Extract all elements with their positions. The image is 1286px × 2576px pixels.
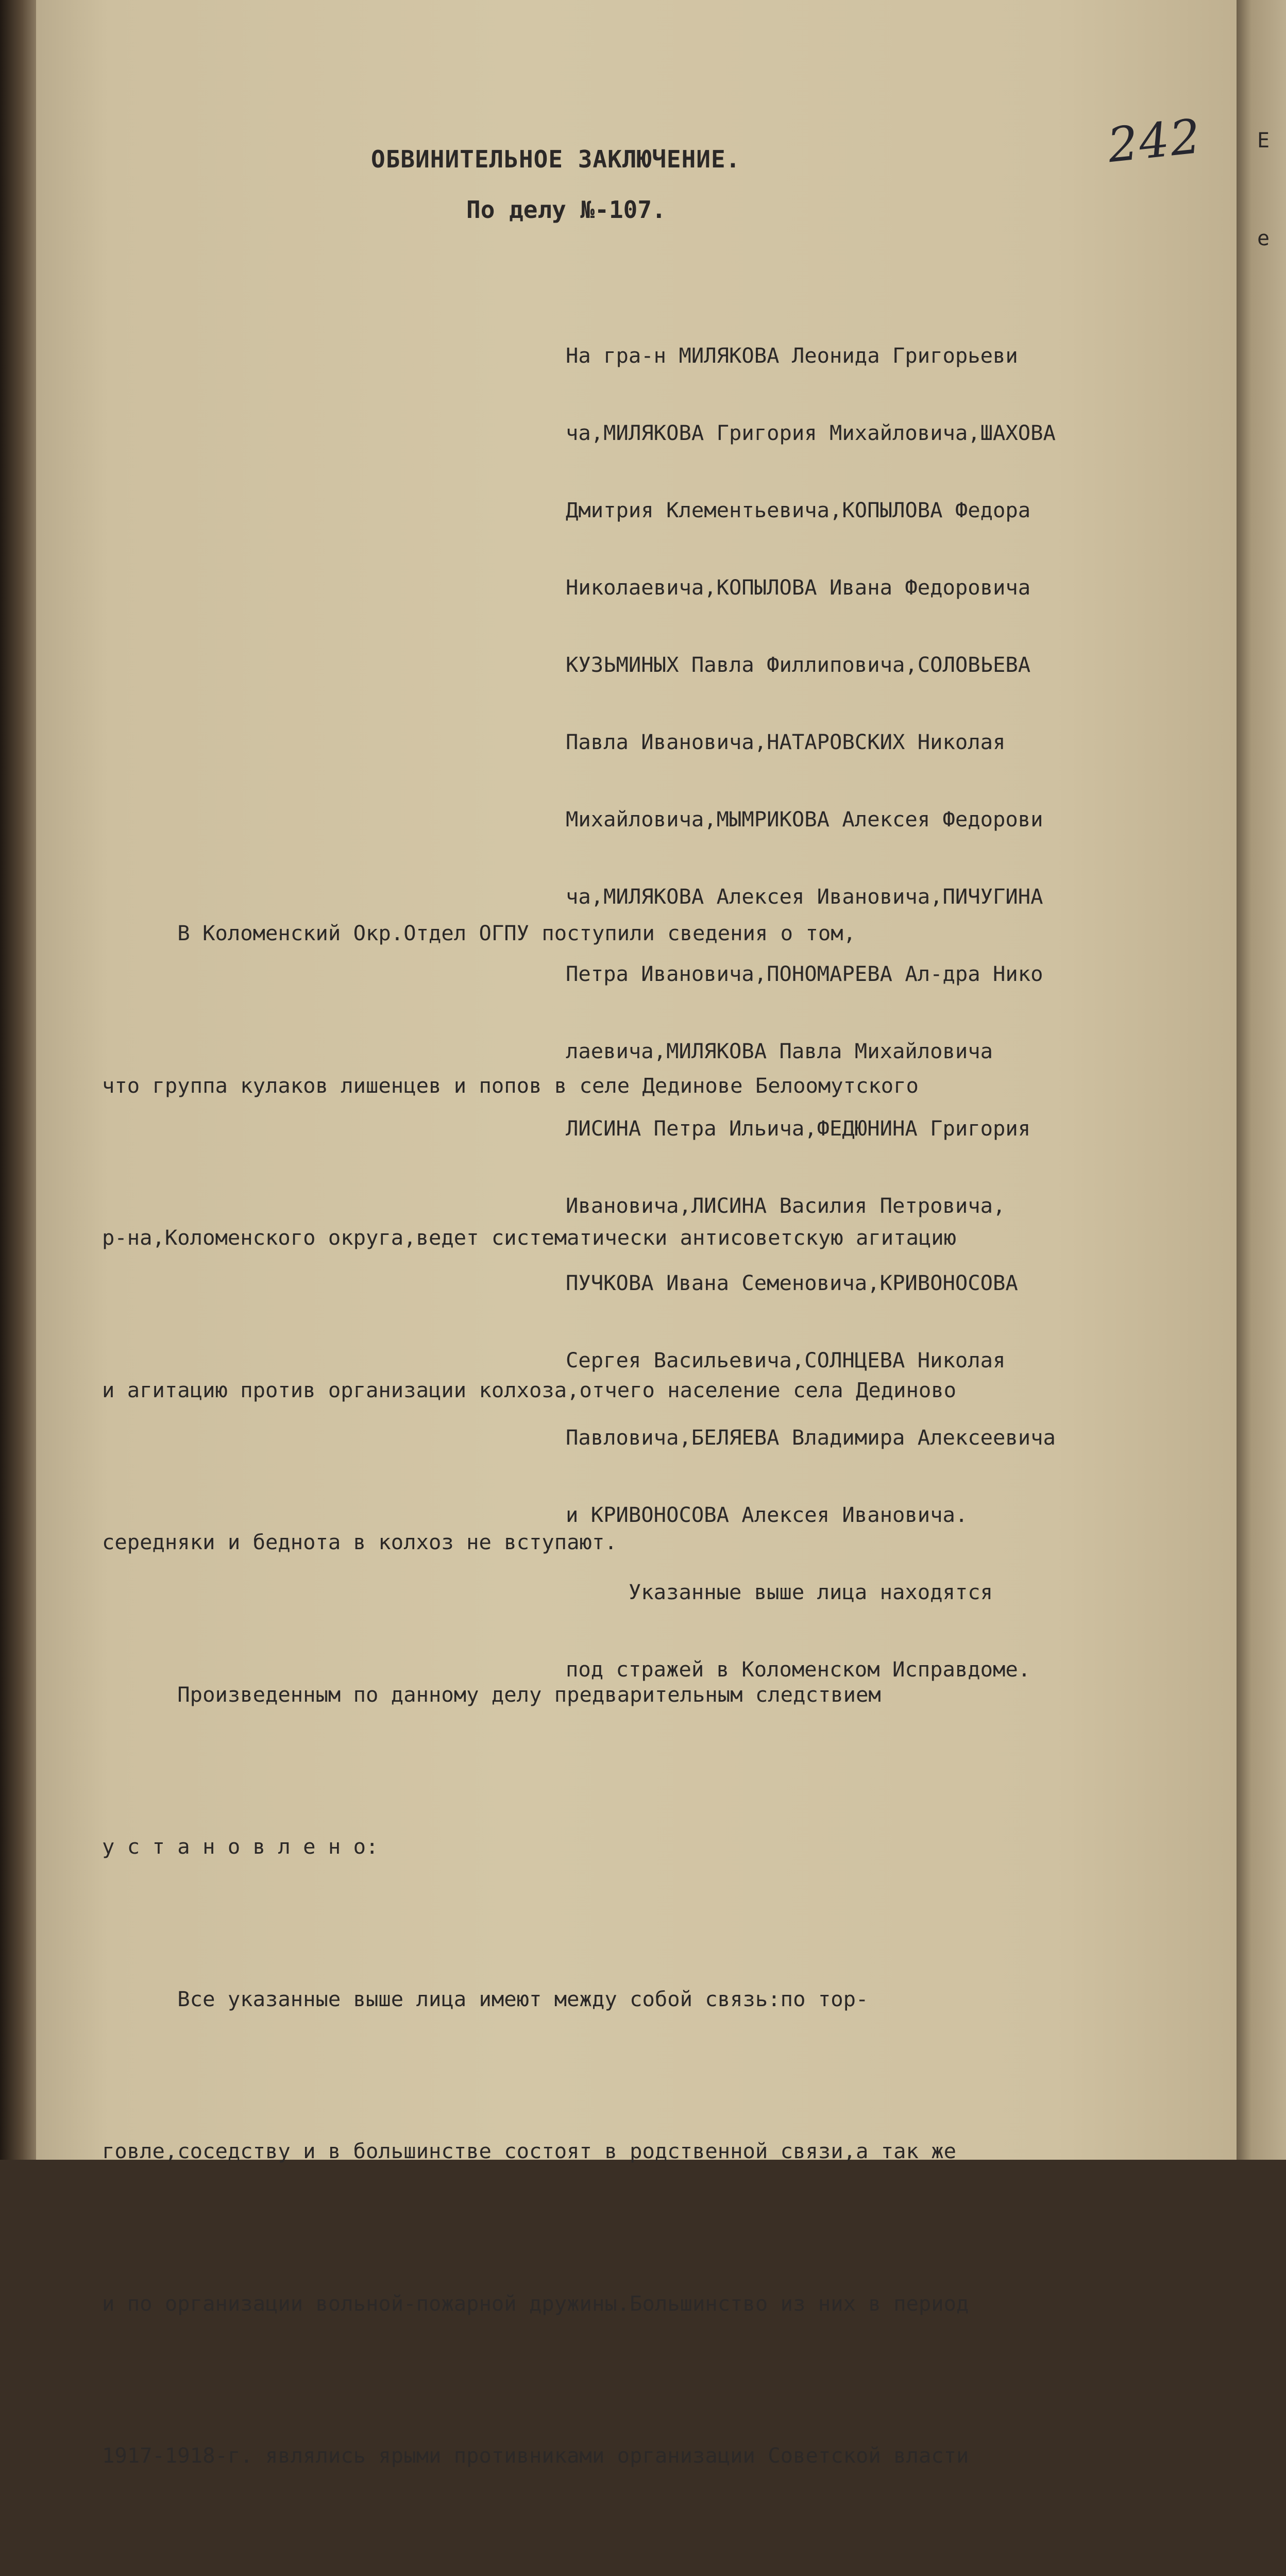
body-line: В Коломенский Окр.Отдел ОГПУ поступили сведения о том,: [102, 921, 856, 945]
document-body: [102, 806, 982, 2576]
next-sheet-edge: [1237, 0, 1286, 2160]
defendants-line: КУЗЬМИНЫХ Павла Филлиповича,СОЛОВЬЕВА: [566, 652, 1031, 677]
defendants-line: ча,МИЛЯКОВА Алексея Ивановича,ПИЧУГИНА: [566, 884, 1043, 909]
defendants-line: и КРИВОНОСОВА Алексея Ивановича.: [566, 1502, 968, 1527]
binding-edge: [0, 0, 36, 2160]
defendants-line: под стражей в Коломенском Исправдоме.: [566, 1657, 1031, 1682]
body-line: Произведенным по данному делу предварительным следствием: [102, 1682, 881, 1707]
defendants-line: Сергея Васильевича,СОЛНЦЕВА Николая: [566, 1348, 1006, 1372]
defendants-line: лаевича,МИЛЯКОВА Павла Михайловича: [566, 1039, 993, 1063]
defendants-line: Михайловича,МЫМРИКОВА Алексея Федорови: [566, 807, 1043, 832]
defendants-line: ЛИСИНА Петра Ильича,ФЕДЮНИНА Григория: [566, 1116, 1031, 1141]
defendants-line: Павла Ивановича,НАТАРОВСКИХ Николая: [566, 730, 1006, 754]
body-line: 1917-1918-г. являлись ярыми противниками организации Советской власти: [102, 2443, 969, 2468]
defendants-line: Указанные выше лица находятся: [566, 1580, 993, 1604]
body-line: р-на,Коломенского округа,ведет систематически антисоветскую агитацию: [102, 1225, 957, 1250]
document-title: ОБВИНИТЕЛЬНОЕ ЗАКЛЮЧЕНИЕ.: [371, 145, 741, 173]
body-line: и агитацию против организации колхоза,отчего население села Дединово: [102, 1377, 957, 1402]
defendants-line: ПУЧКОВА Ивана Семеновича,КРИВОНОСОВА: [566, 1270, 1018, 1295]
next-sheet-char-1: Е: [1257, 129, 1270, 152]
defendants-line: Павловича,БЕЛЯЕВА Владимира Алексеевича: [566, 1425, 1056, 1450]
body-line: говле,соседству и в большинстве состоят в родственной связи,а так же: [102, 2139, 957, 2163]
case-number: По делу №-107.: [466, 196, 666, 224]
defendants-line: На гра-н МИЛЯКОВА Леонида Григорьеви: [566, 343, 1018, 368]
defendants-line: ча,МИЛЯКОВА Григория Михайловича,ШАХОВА: [566, 420, 1056, 445]
body-line: что группа кулаков лишенцев и попов в селе Дединове Белоомутского: [102, 1073, 919, 1098]
body-line: Все указанные выше лица имеют между собой связь:по тор-: [102, 1986, 869, 2011]
next-sheet-char-2: е: [1257, 227, 1270, 250]
body-line: у с т а н о в л е н о:: [102, 1834, 379, 1859]
body-line: середняки и беднота в колхоз не вступают.: [102, 1530, 617, 1554]
defendants-line: Николаевича,КОПЫЛОВА Ивана Федоровича: [566, 575, 1031, 600]
defendants-line: Петра Ивановича,ПОНОМАРЕВА Ал-дра Нико: [566, 961, 1043, 986]
body-line: и по организации вольной-пожарной дружины.Большинство из них в период: [102, 2291, 969, 2316]
defendants-line: Дмитрия Клементьевича,КОПЫЛОВА Федора: [566, 498, 1031, 522]
archive-sheet-number: 242: [1105, 108, 1204, 174]
defendants-line: Ивановича,ЛИСИНА Василия Петровича,: [566, 1193, 1006, 1218]
